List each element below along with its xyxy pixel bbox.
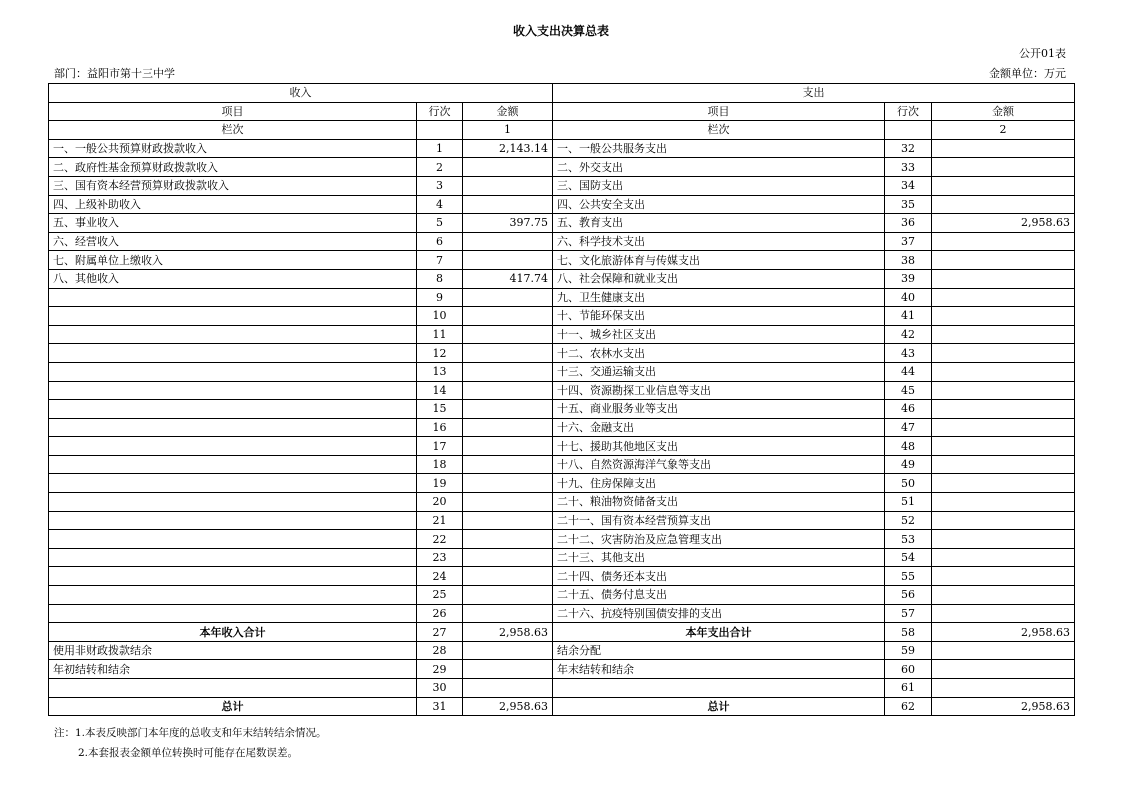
table-row bbox=[49, 548, 1075, 567]
income-line-cell: 18 bbox=[417, 455, 463, 474]
income-item-cell bbox=[49, 455, 417, 474]
expense-amount-cell: 2,958.63 bbox=[932, 623, 1075, 642]
income-amount-cell bbox=[463, 641, 553, 660]
expense-item-cell: 年末结转和结余 bbox=[553, 660, 885, 679]
income-line-cell: 5 bbox=[417, 214, 463, 233]
income-line-cell: 8 bbox=[417, 269, 463, 288]
income-amount-cell bbox=[463, 381, 553, 400]
income-line-cell: 30 bbox=[417, 679, 463, 698]
expense-line-cell: 46 bbox=[885, 400, 932, 419]
expense-amount-header: 金额 bbox=[932, 102, 1075, 121]
expense-amount-cell bbox=[932, 232, 1075, 251]
expense-item-cell: 十一、城乡社区支出 bbox=[553, 325, 885, 344]
table-row bbox=[49, 623, 1075, 642]
income-line-cell: 24 bbox=[417, 567, 463, 586]
expense-line-cell: 41 bbox=[885, 307, 932, 326]
income-line-cell: 29 bbox=[417, 660, 463, 679]
income-amount-cell: 2,143.14 bbox=[463, 139, 553, 158]
expense-item-cell: 二十四、债务还本支出 bbox=[553, 567, 885, 586]
expense-amount-cell bbox=[932, 474, 1075, 493]
table-row bbox=[49, 530, 1075, 549]
expense-section-header: 支出 bbox=[553, 84, 1075, 103]
expense-amount-cell bbox=[932, 381, 1075, 400]
income-item-cell bbox=[49, 418, 417, 437]
income-amount-cell bbox=[463, 325, 553, 344]
expense-item-cell: 一、一般公共服务支出 bbox=[553, 139, 885, 158]
income-item-cell bbox=[49, 362, 417, 381]
expense-item-cell bbox=[553, 679, 885, 698]
expense-amount-cell bbox=[932, 604, 1075, 623]
expense-amount-cell bbox=[932, 660, 1075, 679]
expense-column-line-blank bbox=[885, 121, 932, 140]
expense-item-cell: 本年支出合计 bbox=[553, 623, 885, 642]
expense-amount-cell bbox=[932, 158, 1075, 177]
expense-item-cell: 二十二、灾害防治及应急管理支出 bbox=[553, 530, 885, 549]
expense-amount-cell bbox=[932, 641, 1075, 660]
income-line-cell: 16 bbox=[417, 418, 463, 437]
income-item-cell bbox=[49, 344, 417, 363]
income-line-cell: 17 bbox=[417, 437, 463, 456]
income-amount-cell: 417.74 bbox=[463, 269, 553, 288]
income-amount-cell bbox=[463, 679, 553, 698]
expense-line-cell: 58 bbox=[885, 623, 932, 642]
expense-amount-cell: 2,958.63 bbox=[932, 214, 1075, 233]
footnote-2: 2.本套报表金额单位转换时可能存在尾数误差。 bbox=[78, 747, 299, 759]
income-amount-cell bbox=[463, 344, 553, 363]
table-row bbox=[49, 214, 1075, 233]
expense-line-cell: 40 bbox=[885, 288, 932, 307]
income-amount-cell bbox=[463, 362, 553, 381]
expense-amount-cell bbox=[932, 288, 1075, 307]
table-row bbox=[49, 697, 1075, 716]
expense-amount-cell bbox=[932, 548, 1075, 567]
form-number: 公开01表 bbox=[1019, 47, 1066, 60]
income-line-cell: 22 bbox=[417, 530, 463, 549]
expense-line-cell: 62 bbox=[885, 697, 932, 716]
income-amount-cell bbox=[463, 511, 553, 530]
income-expense-table bbox=[48, 83, 1075, 716]
expense-amount-cell bbox=[932, 307, 1075, 326]
table-row bbox=[49, 195, 1075, 214]
income-item-cell bbox=[49, 325, 417, 344]
income-line-cell: 7 bbox=[417, 251, 463, 270]
expense-line-cell: 33 bbox=[885, 158, 932, 177]
income-amount-cell bbox=[463, 418, 553, 437]
expense-amount-cell bbox=[932, 437, 1075, 456]
income-item-cell: 四、上级补助收入 bbox=[49, 195, 417, 214]
expense-item-cell: 十七、援助其他地区支出 bbox=[553, 437, 885, 456]
table-row bbox=[49, 251, 1075, 270]
income-item-cell bbox=[49, 586, 417, 605]
table-row bbox=[49, 437, 1075, 456]
expense-amount-cell: 2,958.63 bbox=[932, 697, 1075, 716]
income-amount-cell bbox=[463, 437, 553, 456]
income-line-cell: 9 bbox=[417, 288, 463, 307]
income-item-header: 项目 bbox=[49, 102, 417, 121]
income-line-cell: 10 bbox=[417, 307, 463, 326]
income-line-cell: 14 bbox=[417, 381, 463, 400]
table-row bbox=[49, 641, 1075, 660]
income-line-cell: 1 bbox=[417, 139, 463, 158]
income-line-header: 行次 bbox=[417, 102, 463, 121]
income-amount-cell bbox=[463, 474, 553, 493]
table-row bbox=[49, 325, 1075, 344]
expense-line-cell: 38 bbox=[885, 251, 932, 270]
expense-item-cell: 总计 bbox=[553, 697, 885, 716]
income-item-cell bbox=[49, 288, 417, 307]
expense-line-cell: 47 bbox=[885, 418, 932, 437]
expense-amount-cell bbox=[932, 400, 1075, 419]
table-row bbox=[49, 344, 1075, 363]
income-item-cell bbox=[49, 604, 417, 623]
expense-amount-cell bbox=[932, 195, 1075, 214]
expense-line-cell: 60 bbox=[885, 660, 932, 679]
expense-line-cell: 59 bbox=[885, 641, 932, 660]
income-item-cell: 本年收入合计 bbox=[49, 623, 417, 642]
expense-amount-cell bbox=[932, 251, 1075, 270]
table-row bbox=[49, 139, 1075, 158]
expense-amount-cell bbox=[932, 530, 1075, 549]
table-row bbox=[49, 176, 1075, 195]
income-line-cell: 20 bbox=[417, 493, 463, 512]
expense-line-cell: 61 bbox=[885, 679, 932, 698]
table-row bbox=[49, 586, 1075, 605]
expense-line-cell: 39 bbox=[885, 269, 932, 288]
income-line-cell: 4 bbox=[417, 195, 463, 214]
expense-item-cell: 十九、住房保障支出 bbox=[553, 474, 885, 493]
income-item-cell: 八、其他收入 bbox=[49, 269, 417, 288]
header-row-column-numbers bbox=[49, 121, 1075, 140]
expense-amount-cell bbox=[932, 455, 1075, 474]
expense-amount-cell bbox=[932, 325, 1075, 344]
expense-item-cell: 九、卫生健康支出 bbox=[553, 288, 885, 307]
header-row-columns bbox=[49, 102, 1075, 121]
income-item-cell: 使用非财政拨款结余 bbox=[49, 641, 417, 660]
income-amount-cell bbox=[463, 400, 553, 419]
table-row bbox=[49, 660, 1075, 679]
expense-item-cell: 十五、商业服务业等支出 bbox=[553, 400, 885, 419]
income-section-header: 收入 bbox=[49, 84, 553, 103]
expense-amount-cell bbox=[932, 586, 1075, 605]
income-amount-cell bbox=[463, 455, 553, 474]
expense-amount-cell bbox=[932, 493, 1075, 512]
expense-line-cell: 57 bbox=[885, 604, 932, 623]
income-amount-cell bbox=[463, 586, 553, 605]
expense-item-cell: 二、外交支出 bbox=[553, 158, 885, 177]
income-item-cell bbox=[49, 381, 417, 400]
expense-line-cell: 44 bbox=[885, 362, 932, 381]
expense-item-cell: 二十五、债务付息支出 bbox=[553, 586, 885, 605]
expense-amount-cell bbox=[932, 362, 1075, 381]
income-item-cell bbox=[49, 530, 417, 549]
expense-amount-cell bbox=[932, 176, 1075, 195]
income-amount-cell bbox=[463, 251, 553, 270]
expense-item-cell: 五、教育支出 bbox=[553, 214, 885, 233]
income-line-cell: 28 bbox=[417, 641, 463, 660]
income-item-cell bbox=[49, 493, 417, 512]
income-amount-cell bbox=[463, 493, 553, 512]
income-line-cell: 27 bbox=[417, 623, 463, 642]
expense-item-cell: 二十六、抗疫特别国债安排的支出 bbox=[553, 604, 885, 623]
expense-item-cell: 二十一、国有资本经营预算支出 bbox=[553, 511, 885, 530]
income-line-cell: 25 bbox=[417, 586, 463, 605]
table-body bbox=[49, 139, 1075, 715]
expense-item-header: 项目 bbox=[553, 102, 885, 121]
income-line-cell: 23 bbox=[417, 548, 463, 567]
table-row bbox=[49, 511, 1075, 530]
table-row bbox=[49, 288, 1075, 307]
income-line-cell: 2 bbox=[417, 158, 463, 177]
income-amount-cell bbox=[463, 548, 553, 567]
income-item-cell: 二、政府性基金预算财政拨款收入 bbox=[49, 158, 417, 177]
income-item-cell: 三、国有资本经营预算财政拨款收入 bbox=[49, 176, 417, 195]
income-amount-cell bbox=[463, 195, 553, 214]
expense-line-cell: 51 bbox=[885, 493, 932, 512]
income-line-cell: 3 bbox=[417, 176, 463, 195]
expense-line-cell: 36 bbox=[885, 214, 932, 233]
expense-line-cell: 52 bbox=[885, 511, 932, 530]
income-line-cell: 15 bbox=[417, 400, 463, 419]
expense-line-cell: 50 bbox=[885, 474, 932, 493]
table-row bbox=[49, 381, 1075, 400]
expense-line-cell: 53 bbox=[885, 530, 932, 549]
amount-unit-label: 金额单位：万元 bbox=[989, 67, 1066, 80]
income-item-cell: 总计 bbox=[49, 697, 417, 716]
expense-line-cell: 48 bbox=[885, 437, 932, 456]
income-line-cell: 26 bbox=[417, 604, 463, 623]
income-item-cell: 年初结转和结余 bbox=[49, 660, 417, 679]
income-amount-cell bbox=[463, 288, 553, 307]
income-column-number: 1 bbox=[463, 121, 553, 140]
income-amount-cell: 2,958.63 bbox=[463, 697, 553, 716]
income-amount-cell bbox=[463, 604, 553, 623]
expense-item-cell: 十四、资源勘探工业信息等支出 bbox=[553, 381, 885, 400]
expense-item-cell: 六、科学技术支出 bbox=[553, 232, 885, 251]
expense-line-cell: 42 bbox=[885, 325, 932, 344]
income-amount-cell bbox=[463, 307, 553, 326]
table-row bbox=[49, 567, 1075, 586]
income-amount-cell bbox=[463, 530, 553, 549]
expense-item-cell: 三、国防支出 bbox=[553, 176, 885, 195]
page-title: 收入支出决算总表 bbox=[512, 24, 609, 38]
table-row bbox=[49, 455, 1075, 474]
income-column-line-blank bbox=[417, 121, 463, 140]
income-line-cell: 11 bbox=[417, 325, 463, 344]
income-item-cell bbox=[49, 307, 417, 326]
income-amount-cell bbox=[463, 567, 553, 586]
expense-line-cell: 49 bbox=[885, 455, 932, 474]
table-row bbox=[49, 474, 1075, 493]
income-amount-cell bbox=[463, 176, 553, 195]
expense-column-label: 栏次 bbox=[553, 121, 885, 140]
income-amount-cell bbox=[463, 232, 553, 251]
department-label: 部门：益阳市第十三中学 bbox=[54, 67, 175, 80]
expense-item-cell: 十六、金融支出 bbox=[553, 418, 885, 437]
expense-column-number: 2 bbox=[932, 121, 1075, 140]
table-row bbox=[49, 269, 1075, 288]
expense-line-cell: 55 bbox=[885, 567, 932, 586]
income-item-cell bbox=[49, 511, 417, 530]
expense-item-cell: 十、节能环保支出 bbox=[553, 307, 885, 326]
table-row bbox=[49, 400, 1075, 419]
income-line-cell: 21 bbox=[417, 511, 463, 530]
expense-line-cell: 37 bbox=[885, 232, 932, 251]
expense-item-cell: 八、社会保障和就业支出 bbox=[553, 269, 885, 288]
footnotes bbox=[54, 723, 327, 763]
expense-amount-cell bbox=[932, 511, 1075, 530]
income-amount-cell bbox=[463, 158, 553, 177]
income-item-cell bbox=[49, 567, 417, 586]
income-amount-cell: 2,958.63 bbox=[463, 623, 553, 642]
expense-item-cell: 十八、自然资源海洋气象等支出 bbox=[553, 455, 885, 474]
expense-line-cell: 54 bbox=[885, 548, 932, 567]
expense-line-cell: 45 bbox=[885, 381, 932, 400]
income-item-cell: 七、附属单位上缴收入 bbox=[49, 251, 417, 270]
table-row bbox=[49, 158, 1075, 177]
expense-amount-cell bbox=[932, 567, 1075, 586]
table-row bbox=[49, 307, 1075, 326]
header-row-sections bbox=[49, 84, 1075, 103]
income-item-cell: 六、经营收入 bbox=[49, 232, 417, 251]
income-line-cell: 12 bbox=[417, 344, 463, 363]
income-item-cell bbox=[49, 437, 417, 456]
income-amount-cell bbox=[463, 660, 553, 679]
expense-amount-cell bbox=[932, 344, 1075, 363]
income-item-cell: 五、事业收入 bbox=[49, 214, 417, 233]
expense-amount-cell bbox=[932, 269, 1075, 288]
expense-item-cell: 十三、交通运输支出 bbox=[553, 362, 885, 381]
income-item-cell: 一、一般公共预算财政拨款收入 bbox=[49, 139, 417, 158]
table-row bbox=[49, 232, 1075, 251]
income-item-cell bbox=[49, 400, 417, 419]
table-row bbox=[49, 418, 1075, 437]
income-line-cell: 13 bbox=[417, 362, 463, 381]
income-line-cell: 6 bbox=[417, 232, 463, 251]
expense-amount-cell bbox=[932, 418, 1075, 437]
table-row bbox=[49, 679, 1075, 698]
expense-line-cell: 56 bbox=[885, 586, 932, 605]
expense-item-cell: 四、公共安全支出 bbox=[553, 195, 885, 214]
income-line-cell: 19 bbox=[417, 474, 463, 493]
expense-line-header: 行次 bbox=[885, 102, 932, 121]
expense-item-cell: 结余分配 bbox=[553, 641, 885, 660]
income-item-cell bbox=[49, 548, 417, 567]
expense-line-cell: 35 bbox=[885, 195, 932, 214]
table-row bbox=[49, 604, 1075, 623]
expense-item-cell: 二十三、其他支出 bbox=[553, 548, 885, 567]
expense-amount-cell bbox=[932, 139, 1075, 158]
income-amount-header: 金额 bbox=[463, 102, 553, 121]
expense-line-cell: 32 bbox=[885, 139, 932, 158]
income-line-cell: 31 bbox=[417, 697, 463, 716]
footnote-1: 注：1.本表反映部门本年度的总收支和年末结转结余情况。 bbox=[54, 727, 327, 739]
expense-item-cell: 七、文化旅游体育与传媒支出 bbox=[553, 251, 885, 270]
expense-line-cell: 34 bbox=[885, 176, 932, 195]
expense-item-cell: 二十、粮油物资储备支出 bbox=[553, 493, 885, 512]
expense-item-cell: 十二、农林水支出 bbox=[553, 344, 885, 363]
income-item-cell bbox=[49, 474, 417, 493]
table-row bbox=[49, 493, 1075, 512]
income-item-cell bbox=[49, 679, 417, 698]
income-amount-cell: 397.75 bbox=[463, 214, 553, 233]
expense-line-cell: 43 bbox=[885, 344, 932, 363]
table-row bbox=[49, 362, 1075, 381]
income-column-label: 栏次 bbox=[49, 121, 417, 140]
expense-amount-cell bbox=[932, 679, 1075, 698]
